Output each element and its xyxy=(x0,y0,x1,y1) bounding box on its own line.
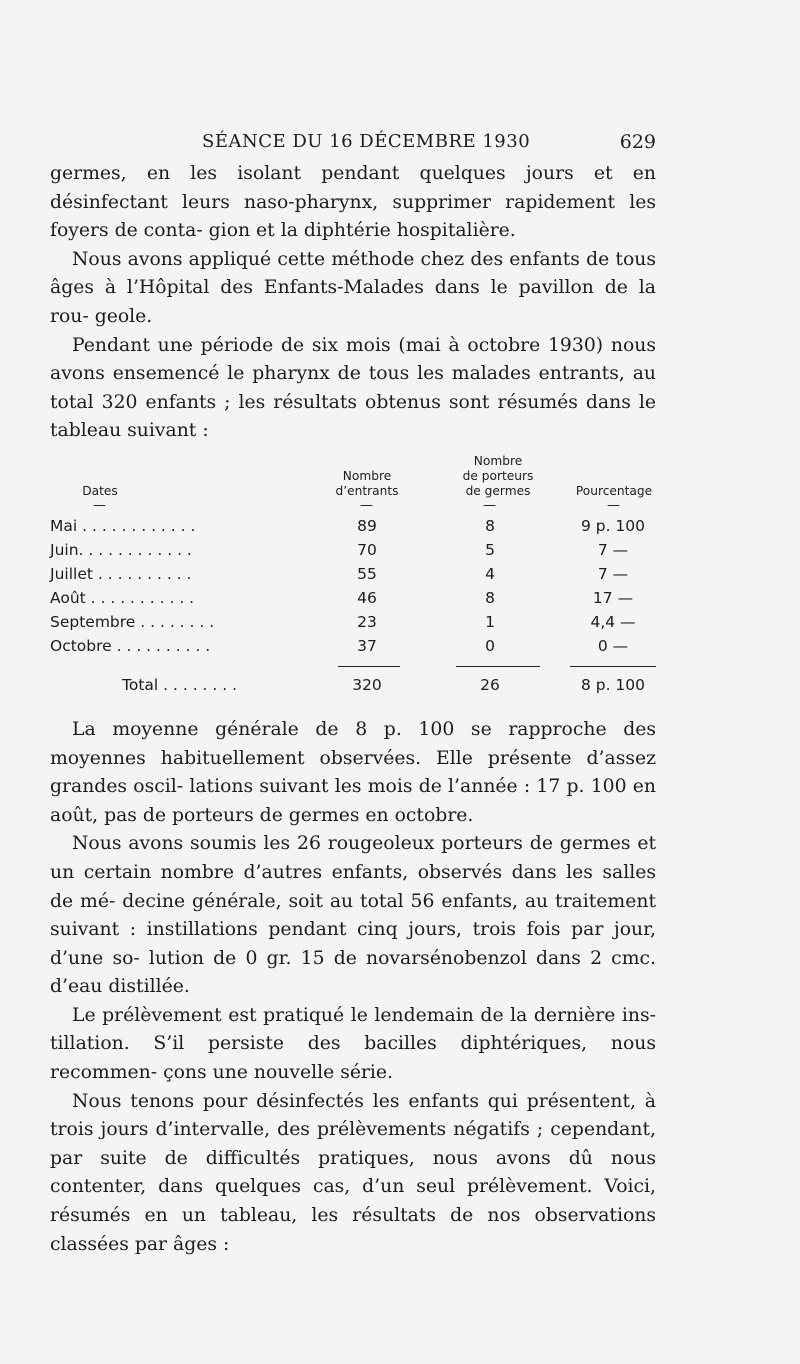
paragraph-2: Nous avons appliqué cette méthode chez des enfants de tous âges à l’Hôpital des Enfants-Malades dans le pavillon de la rou- geole. xyxy=(50,248,656,327)
header-dash-dates: — xyxy=(93,497,106,513)
row-pourcentage: 7 — xyxy=(597,540,629,559)
row-label: Mai . . . . . . . . . . . . xyxy=(50,516,196,535)
header-porteurs-line1: Nombre xyxy=(473,453,523,468)
running-title: SÉANCE DU 16 DÉCEMBRE 1930 xyxy=(202,131,531,152)
table-row xyxy=(50,613,656,635)
table-row xyxy=(50,589,656,611)
header-porteurs-line3: de germes xyxy=(465,483,531,498)
row-label: Septembre . . . . . . . . xyxy=(50,612,215,631)
row-entrants: 89 xyxy=(357,516,377,535)
table-row xyxy=(50,517,656,539)
header-entrants-line2: d’entrants xyxy=(335,483,399,498)
header-dash-pourcentage: — xyxy=(607,497,620,513)
row-porteurs: 4 xyxy=(485,564,495,583)
row-entrants: 23 xyxy=(357,612,377,631)
results-table xyxy=(50,454,656,716)
row-label: Juin. . . . . . . . . . . . xyxy=(50,540,192,559)
row-pourcentage: 17 — xyxy=(592,588,634,607)
page-number: 629 xyxy=(619,131,656,153)
row-label: Août . . . . . . . . . . . xyxy=(50,588,195,607)
row-entrants: 37 xyxy=(357,636,377,655)
row-entrants: 46 xyxy=(357,588,377,607)
header-dash-entrants: — xyxy=(360,497,373,513)
total-porteurs: 26 xyxy=(480,675,500,694)
paragraph-7: Nous tenons pour désinfectés les enfants qui présentent, à trois jours d’intervalle, des prélèvements négatifs ; cependant, par suite de difficultés pratiques, nous avons dû nous contenter, dans quelques cas, d’un seul prélèvement. Voici, résumés en un tableau, les résultats de nos observations classées par âges : xyxy=(50,1090,656,1255)
total-rule-porteurs xyxy=(456,666,540,667)
row-pourcentage: 7 — xyxy=(597,564,629,583)
row-porteurs: 8 xyxy=(485,516,495,535)
total-rule-pourcentage xyxy=(570,666,656,667)
row-pourcentage: 4,4 — xyxy=(590,612,636,631)
total-label: Total . . . . . . . . xyxy=(122,675,238,694)
row-label: Octobre . . . . . . . . . . xyxy=(50,636,211,655)
total-row xyxy=(50,676,656,698)
paragraph-5: Nous avons soumis les 26 rougeoleux porteurs de germes et un certain nombre d’autres enfants, observés dans les salles de mé- decine générale, soit au total 56 enfants, au traitement suivant : instillations pendant cinq jours, trois fois par jour, d’une so- lution de 0 gr. 15 de novarsénobenzol dans 2 cmc. d’eau distillée. xyxy=(50,833,656,998)
row-porteurs: 5 xyxy=(485,540,495,559)
header-pourcentage: Pourcentage xyxy=(575,483,653,498)
page xyxy=(50,128,656,1259)
row-pourcentage: 0 — xyxy=(597,636,629,655)
table-row xyxy=(50,637,656,659)
header-porteurs-line2: de porteurs xyxy=(462,468,534,483)
paragraph-1: germes, en les isolant pendant quelques jours et en désinfectant leurs naso-pharynx, supprimer rapidement les foyers de conta- gion et la diphtérie hospitalière. xyxy=(50,163,656,242)
row-entrants: 55 xyxy=(357,564,377,583)
row-porteurs: 8 xyxy=(485,588,495,607)
header-entrants-line1: Nombre xyxy=(342,468,392,483)
total-pourcentage: 8 p. 100 xyxy=(580,675,646,694)
table-row xyxy=(50,565,656,587)
paragraph-6: Le prélèvement est pratiqué le lendemain de la dernière ins- tillation. S’il persiste des bacilles diphtériques, nous recommen- çons une nouvelle série. xyxy=(50,1004,656,1084)
total-rule-entrants xyxy=(338,666,400,667)
page-header xyxy=(50,128,656,160)
row-porteurs: 1 xyxy=(485,612,495,631)
table-row xyxy=(50,541,656,563)
header-dates: Dates xyxy=(82,483,118,498)
total-entrants: 320 xyxy=(352,675,382,694)
row-entrants: 70 xyxy=(357,540,377,559)
row-porteurs: 0 xyxy=(485,636,495,655)
paragraph-4: La moyenne générale de 8 p. 100 se rapproche des moyennes habituellement observées. Elle présente d’assez grandes oscil- lations suivant les mois de l’année : 17 p. 100 en août, pas de porteurs de germes en octobre. xyxy=(50,718,656,826)
header-dash-porteurs: — xyxy=(483,497,496,513)
row-pourcentage: 9 p. 100 xyxy=(580,516,646,535)
row-label: Juillet . . . . . . . . . . xyxy=(50,564,192,583)
paragraph-3: Pendant une période de six mois (mai à octobre 1930) nous avons ensemencé le pharynx de tous les malades entrants, au total 320 enfants ; les résultats obtenus sont résumés dans le tableau suivant : xyxy=(50,334,656,442)
